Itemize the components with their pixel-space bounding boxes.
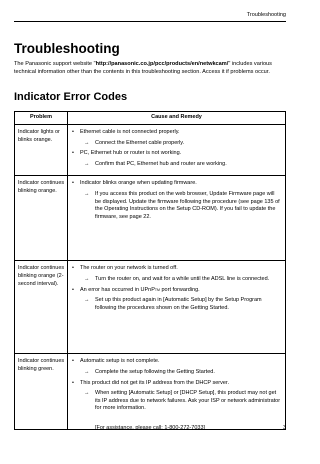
bullet-icon: •	[72, 379, 74, 386]
cause-text: PC, Ethernet hub or router is not working.	[80, 150, 182, 157]
remedy-text: Confirm that PC, Ethernet hub and router are working.	[95, 160, 227, 167]
bullet-icon: •	[72, 265, 74, 272]
cause-text: The router on your network is turned off.	[80, 265, 178, 272]
bullet-icon: •	[72, 129, 74, 135]
cause-text: Ethernet cable is not connected properly.	[80, 129, 180, 135]
remedy-item	[72, 369, 281, 377]
remedy-item	[72, 161, 281, 169]
problem-cell: Indicator lights or blinks orange.	[15, 125, 68, 176]
column-header-problem: Problem	[15, 112, 68, 125]
cause-item	[72, 129, 281, 137]
remedy-text: When setting [Automatic Setup] or [DHCP Setup], this product may not get its IP address due to network failures. Ask your ISP or network administrator for more information.	[95, 390, 281, 412]
page-title: Troubleshooting	[14, 41, 120, 56]
cause-text	[80, 287, 200, 295]
cause-item	[72, 265, 281, 273]
arrow-right-icon: →	[84, 297, 90, 304]
cause-text-part: port forwarding.	[159, 286, 200, 293]
bullet-icon: •	[72, 358, 74, 365]
table-row	[15, 176, 286, 261]
arrow-right-icon: →	[84, 390, 90, 397]
cause-item	[72, 150, 281, 158]
remedy-item	[72, 390, 281, 413]
arrow-right-icon: →	[84, 275, 90, 282]
remedy-item	[72, 297, 281, 312]
assistance-phone-note: [For assistance, please call: 1-800-272-7033]	[94, 425, 206, 431]
cause-text: Indicator blinks orange when updating firmware.	[80, 180, 197, 187]
table-row	[15, 354, 286, 430]
remedy-text: Turn the router on, and wait for a while until the ADSL line is connected.	[95, 275, 270, 282]
bullet-icon: •	[72, 286, 74, 293]
table-row	[15, 125, 286, 176]
bullet-icon: •	[72, 150, 74, 157]
remedy-text: If you access this product on the web browser, Update Firmware page will be displayed. Update the firmware following the procedure (see page 135 of the Operating Instructions on the Setup CD-ROM). If you fail to update the firmware, see page 22.	[95, 190, 280, 220]
cause-item	[72, 380, 281, 388]
problem-cell: Indicator continues blinking orange (2-second interval).	[15, 261, 68, 354]
intro-paragraph	[14, 60, 286, 77]
intro-text-before: The Panasonic support website "	[14, 61, 96, 67]
page-number: 3	[282, 425, 286, 431]
table-row	[15, 261, 286, 354]
cause-item	[72, 358, 281, 366]
intro-text-after: " includes various technical information other than the contents in this troubleshooting section. Access it if problems occur.	[14, 61, 272, 76]
arrow-right-icon: →	[84, 160, 90, 167]
header-divider	[14, 21, 286, 22]
remedy-text: Set up this product again in [Automatic Setup] by the Setup Program following the procedures shown on the Getting Started.	[95, 297, 262, 311]
cause-item	[72, 180, 281, 188]
cause-text: Automatic setup is not complete.	[80, 358, 160, 365]
cause-text: This product did not get its IP address from the DHCP server.	[80, 379, 229, 386]
problem-cell: Indicator continues blinking green.	[15, 354, 68, 430]
header-section-label: Troubleshooting	[246, 12, 286, 18]
arrow-right-icon: →	[84, 190, 90, 197]
remedy-item	[72, 140, 281, 148]
trademark-mark: TM	[154, 287, 160, 292]
support-website-url[interactable]: http://panasonic.co.jp/pcc/products/en/netwkcam/	[95, 61, 229, 67]
bullet-icon: •	[72, 180, 74, 187]
table-header-row	[15, 112, 286, 125]
column-header-cause-remedy: Cause and Remedy	[68, 112, 286, 125]
arrow-right-icon: →	[84, 368, 90, 375]
remedy-item	[72, 276, 281, 284]
cause-remedy-cell	[68, 261, 286, 354]
remedy-item	[72, 191, 281, 221]
cause-remedy-cell	[68, 125, 286, 176]
cause-item	[72, 287, 281, 295]
cause-remedy-cell	[68, 176, 286, 261]
cause-remedy-cell	[68, 354, 286, 430]
remedy-text: Complete the setup following the Getting Started.	[95, 368, 215, 375]
problem-cell: Indicator continues blinking orange.	[15, 176, 68, 261]
cause-text-part: An error has occurred in UPnP	[80, 286, 155, 293]
section-heading: Indicator Error Codes	[14, 91, 128, 103]
remedy-text: Connect the Ethernet cable properly.	[95, 139, 185, 146]
arrow-right-icon: →	[84, 139, 90, 146]
indicator-error-table	[14, 111, 286, 430]
